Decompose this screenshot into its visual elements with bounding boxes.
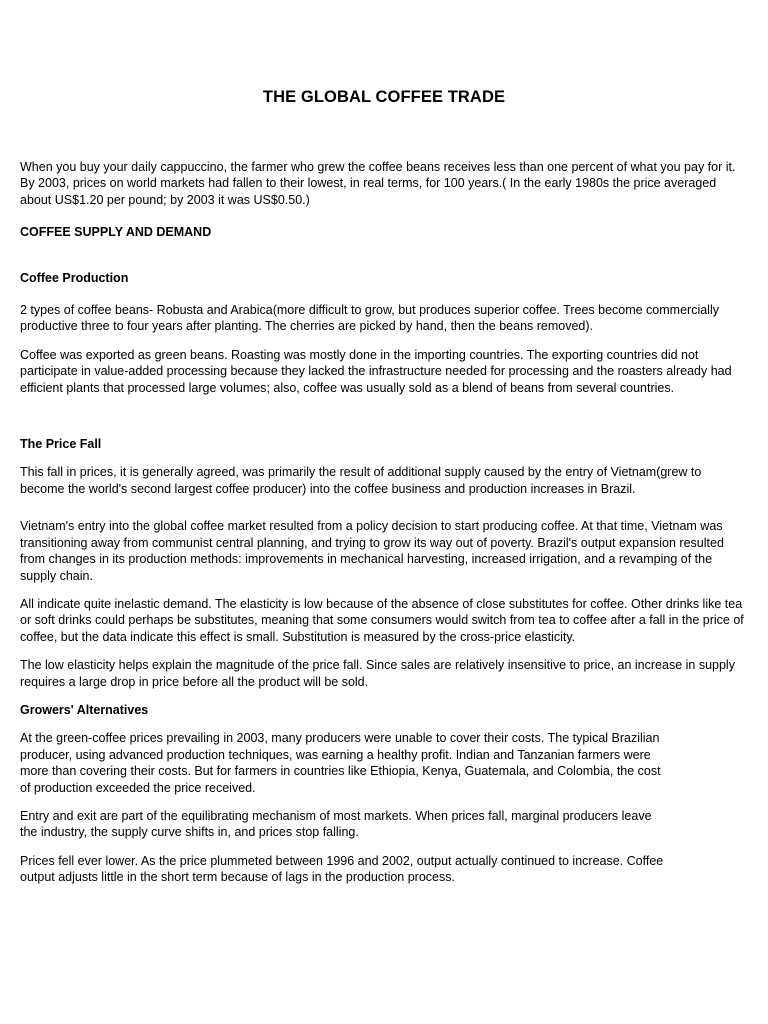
growers-paragraph-1: At the green-coffee prices prevailing in 2003, many producers were unable to cover their costs. The typical Brazilian producer, using advanced production techniques, was earning a healthy profit. Indian and Tanzanian farmers were more than covering their costs. But for farmers in countries like Ethiopia, Kenya, Guatemala, and Colombia, the cost of production exceeded the price received. [20, 731, 661, 795]
document-body [20, 159, 746, 886]
price-fall-paragraph-3: All indicate quite inelastic demand. The elasticity is low because of the absence of close substitutes for coffee. Other drinks like tea or soft drinks could perhaps be substitutes, meaning that some consumers would switch from tea to coffee after a fall in the price of coffee, but the data indicate this effect is small. Substitution is measured by the cross-price elasticity. [20, 596, 744, 644]
heading-coffee-production: Coffee Production [20, 270, 129, 285]
intro-paragraph: When you buy your daily cappuccino, the farmer who grew the coffee beans receives less than one percent of what you pay for it. By 2003, prices on world markets had fallen to their lowest, in real terms, for 100 years.( In the early 1980s the price averaged about US$1.20 per pound; by 2003 it was US$0.50.) [20, 160, 736, 207]
section-heading-supply-demand: COFFEE SUPPLY AND DEMAND [20, 225, 212, 240]
growers-paragraph-3: Prices fell ever lower. As the price plummeted between 1996 and 2002, output actually continued to increase. Coffee output adjusts little in the short term because of lags in the production process. [20, 853, 664, 885]
document-title: THE GLOBAL COFFEE TRADE [262, 88, 506, 106]
price-fall-paragraph-2: Vietnam's entry into the global coffee market resulted from a policy decision to start producing coffee. At that time, Vietnam was transitioning away from communist central planning, and trying to grow its way out of poverty. Brazil's output expansion resulted from changes in its production methods: improvements in mechanical harvesting, increased irrigation, and a revamping of the supply chain. [20, 519, 724, 583]
price-fall-paragraph-1: This fall in prices, it is generally agreed, was primarily the result of additional supply caused by the entry of Vietnam(grew to become the world's second largest coffee producer) into the coffee business and production increases in Brazil. [20, 465, 702, 496]
growers-paragraph-2: Entry and exit are part of the equilibrating mechanism of most markets. When prices fall, marginal producers leave the industry, the supply curve shifts in, and prices stop falling. [20, 808, 652, 840]
heading-growers-alternatives: Growers' Alternatives [20, 702, 149, 717]
heading-price-fall: The Price Fall [20, 437, 102, 452]
price-fall-paragraph-4: The low elasticity helps explain the magnitude of the price fall. Since sales are relatively insensitive to price, an increase in supply requires a large drop in price before all the product will be sold. [20, 658, 735, 689]
production-paragraph-1: 2 types of coffee beans- Robusta and Arabica(more difficult to grow, but produces superior coffee. Trees become commercially productive three to four years after planting. The cherries are picked by hand, then the beans removed). [20, 303, 719, 334]
production-paragraph-2: Coffee was exported as green beans. Roasting was mostly done in the importing countries. The exporting countries did not participate in value-added processing because they lacked the infrastructure needed for processing and the roasters already had efficient plants that processed large volumes; also, coffee was usually sold as a blend of beans from several countries. [20, 347, 732, 395]
